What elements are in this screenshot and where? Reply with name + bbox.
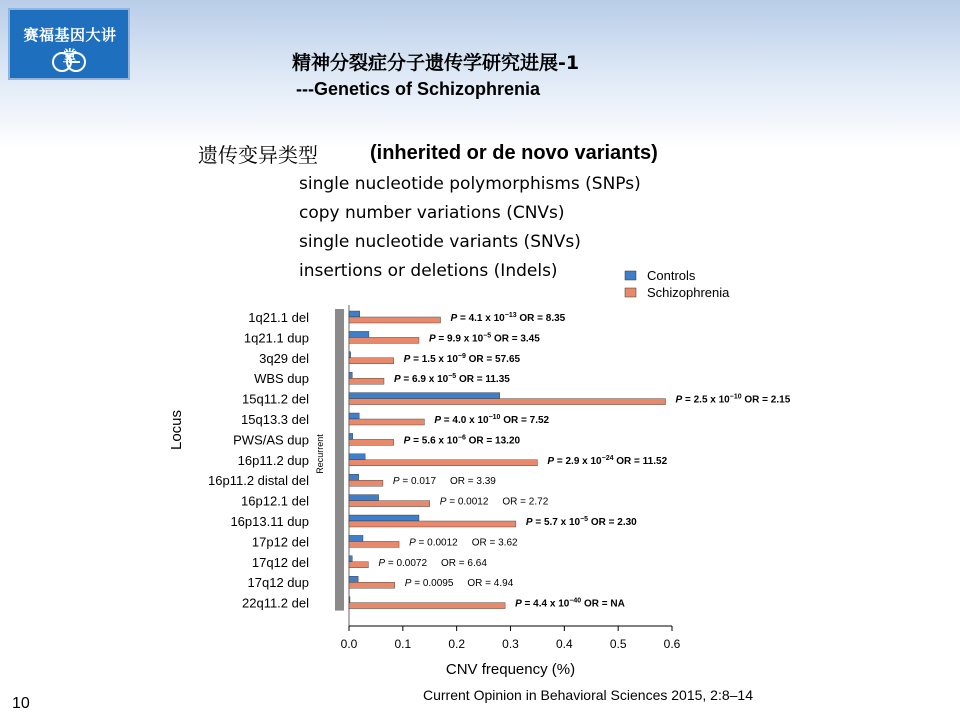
category-label: 16p13.11 dup: [230, 514, 309, 529]
x-tick-label: 0.5: [609, 637, 627, 651]
schizophrenia-bar: [349, 521, 516, 527]
logo-text: 赛福基因大讲堂: [23, 26, 117, 65]
p-value-label: P = 4.1 x $10^{-13}$ OR = 8.35: [450, 312, 566, 324]
p-value-label: P = 5.7 x $10^{-5}$ OR = 2.30: [525, 516, 637, 528]
legend-swatch: [625, 271, 636, 280]
controls-bar: [349, 515, 419, 521]
category-label: WBS dup: [254, 371, 309, 387]
controls-bar: [349, 535, 363, 541]
controls-bar: [349, 413, 359, 419]
controls-bar: [349, 331, 369, 337]
schizophrenia-bar: [349, 399, 666, 405]
slide-title: 精神分裂症分子遗传学研究进展-1: [292, 52, 580, 74]
schizophrenia-bar: [349, 541, 399, 547]
recurrent-bracket: [335, 309, 344, 611]
x-axis-title: CNV frequency (%): [445, 661, 576, 678]
schizophrenia-bar: [349, 480, 383, 486]
schizophrenia-bar: [349, 317, 441, 323]
schizophrenia-bar: [349, 337, 419, 343]
p-value-label: P = 4.0 x $10^{-10}$ OR = 7.52: [434, 414, 550, 426]
schizophrenia-bar: [349, 582, 395, 588]
schizophrenia-bar: [349, 603, 505, 609]
legend-swatch: [625, 288, 636, 297]
x-tick-label: 0.2: [448, 637, 466, 651]
controls-bar: [349, 495, 379, 501]
category-label: 22q11.2 del: [242, 595, 309, 611]
category-label: 16p11.2 distal del: [208, 473, 309, 489]
variant-types-heading: 遗传变异类型: [198, 143, 318, 167]
schizophrenia-bar: [349, 419, 424, 425]
legend-label: Schizophrenia: [647, 285, 730, 300]
x-tick-label: 0.6: [663, 637, 681, 651]
variant-item: single nucleotide variants (SNVs): [299, 232, 581, 252]
schizophrenia-bar: [349, 501, 430, 507]
controls-bar: [349, 556, 352, 562]
y-axis-title: Locus: [168, 409, 185, 451]
controls-bar: [349, 393, 500, 399]
recurrent-label: Recurrent: [315, 434, 325, 474]
x-tick-label: 0.3: [502, 637, 519, 651]
p-value-label: P = 6.9 x $10^{-5}$ OR = 11.35: [393, 373, 510, 386]
category-label: 17q12 dup: [247, 575, 309, 591]
controls-bar: [349, 372, 352, 378]
controls-bar: [349, 433, 353, 439]
category-label: 3q29 del: [259, 350, 309, 366]
variant-item: insertions or deletions (Indels): [299, 261, 558, 281]
controls-bar: [349, 576, 358, 582]
variant-types-heading-en: (inherited or de novo variants): [370, 142, 658, 164]
p-value-label: P = 1.5 x $10^{-9}$ OR = 57.65: [403, 352, 521, 365]
category-label: 1q21.1 dup: [243, 330, 309, 346]
controls-bar: [349, 454, 365, 460]
controls-bar: [349, 311, 360, 317]
p-value-label: P = 0.0095 OR = 4.94: [404, 578, 514, 590]
category-label: 15q13.3 del: [241, 412, 309, 427]
p-value-label: P = 0.0012 OR = 3.62: [409, 537, 518, 549]
x-tick-label: 0.0: [340, 637, 358, 651]
p-value-label: P = 4.4 x $10^{-40}$ OR = NA: [515, 597, 625, 610]
citation: Current Opinion in Behavioral Sciences 2015, 2:8–14: [423, 687, 753, 703]
schizophrenia-bar: [349, 562, 368, 568]
x-tick-label: 0.4: [555, 637, 573, 651]
controls-bar: [349, 597, 350, 603]
page-number: 10: [12, 695, 30, 712]
p-value-label: P = 2.5 x $10^{-10}$ OR = 2.15: [675, 393, 791, 406]
controls-bar: [349, 474, 359, 480]
category-label: 16p11.2 dup: [237, 452, 309, 468]
slide-subtitle: ---Genetics of Schizophrenia: [296, 79, 541, 99]
variant-item: copy number variations (CNVs): [299, 203, 565, 223]
variant-item: single nucleotide polymorphisms (SNPs): [299, 174, 641, 194]
schizophrenia-bar: [349, 358, 394, 364]
category-label: 17q12 del: [251, 554, 309, 570]
p-value-label: P = 2.9 x $10^{-24}$ OR = 11.52: [547, 454, 668, 467]
legend-label: Controls: [647, 268, 696, 283]
category-label: PWS/AS dup: [233, 432, 309, 448]
p-value-label: P = 9.9 x $10^{-5}$ OR = 3.45: [428, 332, 540, 345]
category-label: 16p12.1 del: [241, 493, 309, 509]
category-label: 17p12 del: [251, 534, 309, 550]
schizophrenia-bar: [349, 460, 537, 466]
controls-bar: [349, 352, 351, 358]
p-value-label: P = 0.0012 OR = 2.72: [439, 496, 549, 508]
category-label: 1q21.1 del: [248, 310, 309, 325]
p-value-label: P = 0.017 OR = 3.39: [392, 476, 496, 488]
schizophrenia-bar: [349, 439, 394, 445]
p-value-label: P = 0.0072 OR = 6.64: [378, 557, 487, 569]
category-label: 15q11.2 del: [242, 391, 309, 407]
x-tick-label: 0.1: [394, 637, 412, 651]
p-value-label: P = 5.6 x $10^{-6}$ OR = 13.20: [403, 434, 521, 447]
schizophrenia-bar: [349, 378, 384, 384]
